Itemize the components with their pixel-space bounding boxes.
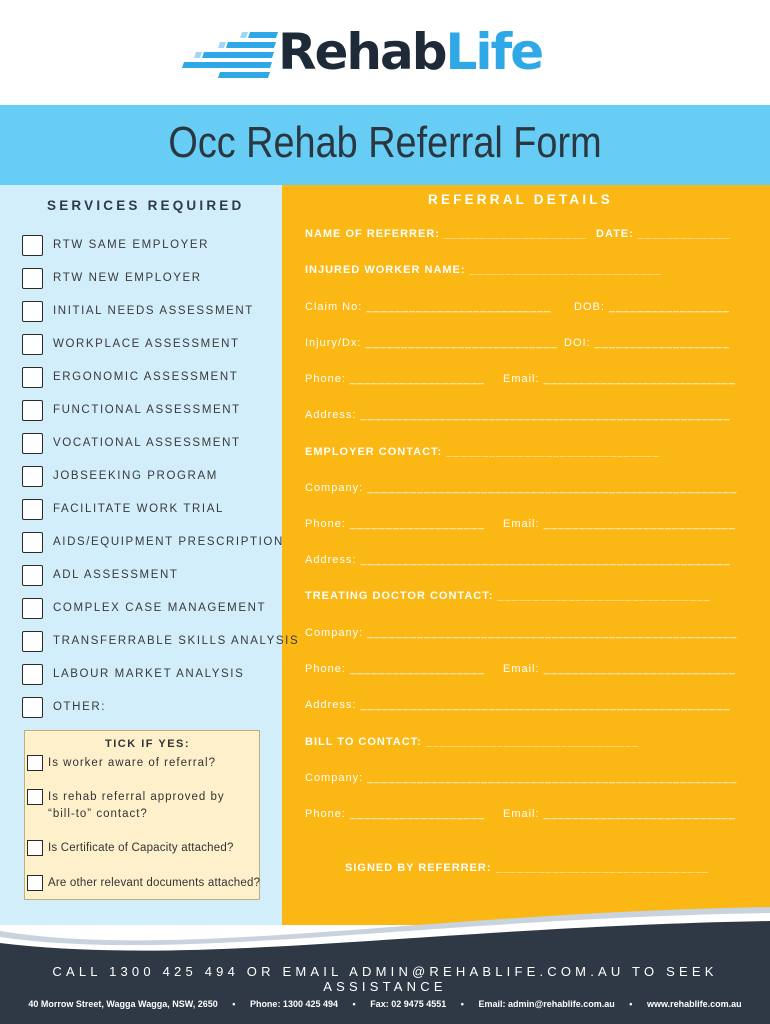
footer-email: Email: admin@rehablife.com.au bbox=[478, 999, 615, 1009]
tick-label: Is Certificate of Capacity attached? bbox=[48, 842, 234, 854]
checkbox[interactable] bbox=[22, 499, 43, 520]
checkbox[interactable] bbox=[22, 268, 43, 289]
service-label: OTHER: bbox=[53, 701, 107, 713]
footer-separator: • bbox=[232, 999, 236, 1009]
signed-by-referrer-field[interactable]: SIGNED BY REFERRER: ______________________________ bbox=[345, 862, 710, 874]
employer-address-field[interactable]: Address: ____________________________________________________ bbox=[305, 554, 731, 566]
service-label: AIDS/EQUIPMENT PRESCRIPTION bbox=[53, 536, 284, 548]
service-label: TRANSFERRABLE SKILLS ANALYSIS bbox=[53, 635, 300, 647]
doctor-phone-field[interactable]: Phone: ___________________ bbox=[305, 663, 486, 675]
employer-phone-field[interactable]: Phone: ___________________ bbox=[305, 518, 486, 530]
tick-label-cont: “bill-to” contact? bbox=[48, 808, 148, 820]
injured-worker-field[interactable]: INJURED WORKER NAME: ___________________________ bbox=[305, 264, 662, 276]
employer-company-field[interactable]: Company: ____________________________________________________ bbox=[305, 482, 738, 494]
service-label: COMPLEX CASE MANAGEMENT bbox=[53, 602, 267, 614]
logo-bars-icon bbox=[180, 30, 280, 78]
footer-web: www.rehablife.com.au bbox=[646, 999, 742, 1009]
checkbox[interactable] bbox=[22, 664, 43, 685]
doctor-company-field[interactable]: Company: ____________________________________________________ bbox=[305, 627, 738, 639]
bill-to-field[interactable]: BILL TO CONTACT: ______________________________ bbox=[305, 736, 640, 748]
footer-phone: Phone: 1300 425 494 bbox=[249, 999, 338, 1009]
treating-doctor-field[interactable]: TREATING DOCTOR CONTACT: ______________________________ bbox=[305, 590, 711, 602]
footer-address: 40 Morrow Street, Wagga Wagga, NSW, 2650 bbox=[28, 999, 218, 1009]
service-label: ERGONOMIC ASSESSMENT bbox=[53, 371, 239, 383]
checkbox[interactable] bbox=[22, 301, 43, 322]
brand-rehab: Rehab bbox=[278, 23, 446, 81]
worker-address-field[interactable]: Address: ____________________________________________________ bbox=[305, 409, 731, 421]
employer-email-field[interactable]: Email: ___________________________ bbox=[503, 518, 736, 530]
checkbox[interactable] bbox=[27, 789, 43, 805]
dob-field[interactable]: DOB: _________________ bbox=[574, 301, 730, 313]
service-label: JOBSEEKING PROGRAM bbox=[53, 470, 218, 482]
doctor-address-field[interactable]: Address: ____________________________________________________ bbox=[305, 699, 731, 711]
worker-phone-field[interactable]: Phone: ___________________ bbox=[305, 373, 486, 385]
doi-field[interactable]: DOI: ___________________ bbox=[564, 337, 730, 349]
employer-contact-field[interactable]: EMPLOYER CONTACT: ______________________________ bbox=[305, 446, 660, 458]
service-label: FACILITATE WORK TRIAL bbox=[53, 503, 224, 515]
checkbox[interactable] bbox=[22, 433, 43, 454]
doctor-email-field[interactable]: Email: ___________________________ bbox=[503, 663, 736, 675]
checkbox[interactable] bbox=[22, 532, 43, 553]
footer-fax: Fax: 02 9475 4551 bbox=[370, 999, 447, 1009]
checkbox[interactable] bbox=[22, 400, 43, 421]
service-label: INITIAL NEEDS ASSESSMENT bbox=[53, 305, 254, 317]
checkbox[interactable] bbox=[22, 697, 43, 718]
checkbox[interactable] bbox=[27, 840, 43, 856]
bill-phone-field[interactable]: Phone: ___________________ bbox=[305, 808, 486, 820]
checkbox[interactable] bbox=[22, 565, 43, 586]
checkbox[interactable] bbox=[22, 598, 43, 619]
footer-separator: • bbox=[629, 999, 633, 1009]
checkbox[interactable] bbox=[22, 631, 43, 652]
bill-company-field[interactable]: Company: ____________________________________________________ bbox=[305, 772, 738, 784]
service-label: VOCATIONAL ASSESSMENT bbox=[53, 437, 241, 449]
page-title: Occ Rehab Referral Form bbox=[168, 118, 602, 167]
checkbox[interactable] bbox=[27, 755, 43, 771]
injury-field[interactable]: Injury/Dx: ___________________________ bbox=[305, 337, 558, 349]
footer-separator: • bbox=[460, 999, 464, 1009]
tick-label: Is rehab referral approved by bbox=[48, 791, 225, 803]
footer-call-text: CALL 1300 425 494 OR EMAIL ADMIN@REHABLIFE.COM.AU TO SEEK ASSISTANCE bbox=[52, 964, 718, 994]
footer-separator: • bbox=[352, 999, 356, 1009]
checkbox[interactable] bbox=[22, 235, 43, 256]
checkbox[interactable] bbox=[22, 334, 43, 355]
header bbox=[0, 0, 770, 105]
brand-life: Life bbox=[445, 23, 543, 81]
tick-label: Are other relevant documents attached? bbox=[48, 877, 261, 889]
tick-label: Is worker aware of referral? bbox=[48, 757, 216, 769]
service-label: ADL ASSESSMENT bbox=[53, 569, 179, 581]
brand-logo bbox=[278, 22, 542, 82]
service-label: WORKPLACE ASSESSMENT bbox=[53, 338, 240, 350]
service-label: FUNCTIONAL ASSESSMENT bbox=[53, 404, 241, 416]
referrer-name-field[interactable]: NAME OF REFERRER: ____________________ bbox=[305, 228, 587, 240]
referral-heading: REFERRAL DETAILS bbox=[428, 192, 613, 207]
service-label: RTW NEW EMPLOYER bbox=[53, 272, 202, 284]
service-label: LABOUR MARKET ANALYSIS bbox=[53, 668, 245, 680]
services-heading: SERVICES REQUIRED bbox=[47, 198, 245, 213]
worker-email-field[interactable]: Email: ___________________________ bbox=[503, 373, 736, 385]
bill-email-field[interactable]: Email: ___________________________ bbox=[503, 808, 736, 820]
checkbox[interactable] bbox=[27, 875, 43, 891]
tick-heading: TICK IF YES: bbox=[105, 738, 191, 750]
checkbox[interactable] bbox=[22, 466, 43, 487]
footer-info bbox=[0, 999, 770, 1009]
date-field[interactable]: DATE: _____________ bbox=[596, 228, 731, 240]
checkbox[interactable] bbox=[22, 367, 43, 388]
claim-no-field[interactable]: Claim No: __________________________ bbox=[305, 301, 552, 313]
service-label: RTW SAME EMPLOYER bbox=[53, 239, 210, 251]
